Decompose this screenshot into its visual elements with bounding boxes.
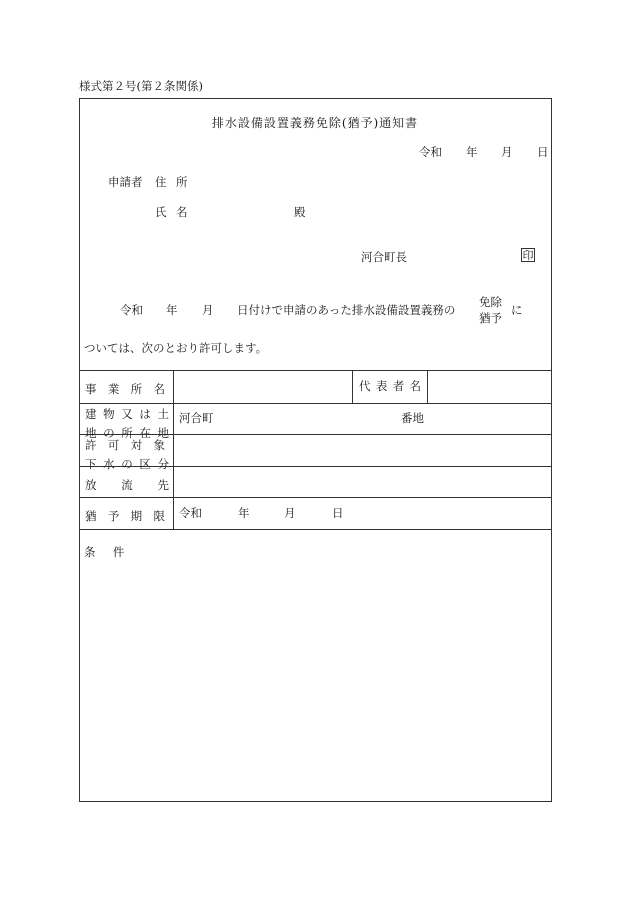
establishment-char-3: 所: [130, 382, 143, 396]
date-month: 月: [501, 145, 513, 159]
honorific: 殿: [294, 205, 306, 219]
sewage-char-1: 許: [85, 438, 97, 452]
representative-right-rule: [427, 370, 428, 403]
table-rule-5: [79, 529, 552, 530]
location-char-8: 所: [121, 426, 133, 440]
body-era: 令和: [120, 303, 143, 317]
discharge-char-2: 流: [121, 478, 133, 492]
document-title: 排水設備設置義務免除(猶予)通知書: [211, 116, 419, 130]
date-era: 令和: [419, 145, 442, 159]
sewage-char-3: 対: [130, 438, 143, 452]
location-char-4: は: [139, 407, 151, 421]
address-label-2: 所: [176, 175, 188, 189]
name-label-2: 名: [176, 205, 188, 219]
table-top-rule: [79, 370, 552, 371]
deferral-day: 日: [332, 506, 344, 520]
sewage-char-2: 可: [107, 438, 120, 452]
body-month: 月: [202, 303, 214, 317]
location-char-1: 建: [85, 407, 97, 421]
representative-left-rule: [352, 370, 353, 403]
discharge-label: [85, 477, 169, 493]
deferral-year: 年: [238, 506, 250, 520]
seal-mark: [521, 248, 535, 262]
representative-char-2: 表: [375, 379, 388, 393]
location-char-2: 物: [103, 407, 115, 421]
deferral-label: [85, 508, 169, 524]
deferral-char-3: 期: [130, 509, 143, 523]
address-label-1: 住: [155, 175, 167, 189]
location-town: 河合町: [179, 411, 214, 425]
sewage-char-6: 水: [103, 457, 115, 471]
discharge-char-3: 先: [157, 478, 169, 492]
form-number-label: 様式第２号(第２条関係): [79, 79, 203, 93]
conditions-label: [84, 547, 124, 559]
representative-char-3: 者: [392, 379, 405, 393]
location-char-5: 土: [157, 407, 169, 421]
applicant-label: 申請者: [108, 175, 143, 189]
location-char-7: の: [103, 426, 115, 440]
date-day: 日: [537, 145, 549, 159]
sewage-char-8: 区: [139, 457, 151, 471]
location-char-10: 地: [157, 426, 169, 440]
body-sentence: 日付けで申請のあった排水設備設置義務の: [237, 303, 456, 317]
table-rule-1: [79, 403, 552, 404]
sewage-char-9: 分: [157, 457, 169, 471]
establishment-char-4: 名: [153, 382, 165, 396]
sewage-char-7: の: [121, 457, 133, 471]
option-defer: 猶予: [479, 311, 502, 325]
establishment-label: [85, 381, 169, 397]
issuer-title: 河合町長: [361, 250, 407, 264]
deferral-char-1: 猶: [85, 509, 97, 523]
discharge-char-1: 放: [85, 478, 97, 492]
location-label: [85, 406, 169, 441]
body-particle: に: [511, 303, 523, 317]
sewage-char-5: 下: [85, 457, 97, 471]
sewage-char-4: 象: [153, 438, 165, 452]
deferral-era: 令和: [179, 506, 202, 520]
representative-char-1: 代: [359, 379, 371, 393]
name-label-1: 氏: [155, 205, 167, 219]
location-char-9: 在: [139, 426, 151, 440]
conditions-char-2: 件: [112, 545, 125, 559]
representative-char-4: 名: [409, 379, 421, 393]
establishment-char-2: 業: [107, 382, 120, 396]
deferral-month: 月: [284, 506, 296, 520]
table-rule-4: [79, 497, 552, 498]
deferral-char-4: 限: [153, 509, 165, 523]
deferral-char-2: 予: [107, 509, 120, 523]
representative-label: [359, 381, 421, 393]
body-year: 年: [166, 303, 178, 317]
establishment-char-1: 事: [85, 382, 97, 396]
seal-text: 印: [522, 248, 534, 262]
body-line2: ついては、次のとおり許可します。: [84, 341, 268, 355]
option-exempt: 免除: [479, 295, 502, 309]
location-char-6: 地: [85, 426, 97, 440]
location-suffix: 番地: [401, 411, 424, 425]
sewage-label: [85, 437, 169, 472]
conditions-char-1: 条: [84, 545, 96, 559]
location-char-3: 又: [121, 407, 133, 421]
date-year: 年: [466, 145, 478, 159]
label-column-rule: [173, 370, 174, 529]
